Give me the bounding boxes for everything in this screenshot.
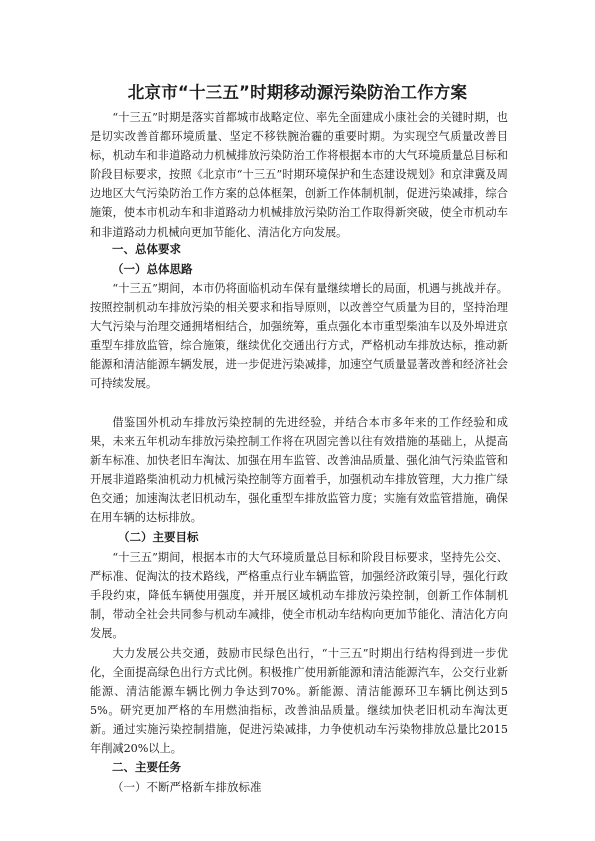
- main-targets-paragraph-2: 大力发展公共交通，鼓励市民绿色出行，“十三五”时期出行结构得到进一步优化，全面提高绿色出行方式比例。积极推广使用新能源和清洁能源汽车，公交行业新能源、清洁能源车辆比例力争达到70%。新能源、清洁能源环卫车辆比例达到55%。研究更加严格的车用燃油指标，改善油品质量。继续加快老旧机动车淘汰更新。通过实施污染控制措施，促进污染减排，力争使机动车污染物排放总量比2015年削减20%以上。: [90, 647, 508, 756]
- main-targets-paragraph-1: “十三五”期间，根据本市的大气环境质量总目标和阶段目标要求，坚持先公交、严标准、促淘汰的技术路线，严格重点行业车辆监管，加强经济政策引导，强化行政手段约束，降低车辆使用强度，并开展区域机动车排放污染控制，创新工作体制机制，带动全社会共同参与机动车减排，使全市机动车结构向更加节能化、清洁化方向发展。: [90, 551, 508, 641]
- section-heading-general-requirements: 一、总体要求: [112, 242, 181, 256]
- section-heading-main-tasks: 二、主要任务: [112, 760, 181, 774]
- page-title: 北京市“十三五”时期移动源污染防治工作方案: [127, 83, 468, 102]
- subsection-heading-new-vehicle-standards: （一）不断严格新车排放标准: [112, 780, 262, 794]
- subsection-heading-overall-approach: （一）总体思路: [112, 262, 193, 276]
- overall-approach-paragraph-2: 借鉴国外机动车排放污染控制的先进经验，并结合本市多年来的工作经验和成果，未来五年机动车排放污染控制工作将在巩固完善以往有效措施的基础上，从提高新车标准、加快老旧车淘汰、加强在用车监管、改善油品质量、强化油气污染监管和开展非道路柴油机动力机械污染控制等方面着手，加强机动车排放管理，大力推广绿色交通；加速淘汰老旧机动车，强化重型车排放监管力度；实施有效监管措施，确保在用车辆的达标排放。: [90, 416, 508, 525]
- intro-paragraph: “十三五”时期是落实首都城市战略定位、率先全面建成小康社会的关键时期，也是切实改善首都环境质量、坚定不移铁腕治霾的重要时期。为实现空气质量改善目标，机动车和非道路动力机械排放污染防治工作将根据本市的大气环境质量总目标和阶段目标要求，按照《北京市“十三五”时期环境保护和生态建设规划》和京津冀及周边地区大气污染防治工作方案的总体框架，创新工作体制机制，促进污染减排，综合施策，使本市机动车和非道路动力机械排放污染防治工作取得新突破，使全市机动车和非道路动力机械向更加节能化、清洁化方向发展。: [90, 111, 508, 239]
- subsection-heading-main-targets: （二）主要目标: [118, 530, 199, 544]
- overall-approach-paragraph-1: “十三五”期间，本市仍将面临机动车保有量继续增长的局面，机遇与挑战并存。按照控制机动车排放污染的相关要求和指导原则，以改善空气质量为目的，坚持治理大气污染与治理交通拥堵相结合，加强统筹，重点强化本市重型柴油车以及外埠进京重型车排放监管，综合施策，继续优化交通出行方式，严格机动车排放达标，推动新能源和清洁能源车辆发展，进一步促进污染减排，加速空气质量显著改善和经济社会可持续发展。: [90, 282, 508, 391]
